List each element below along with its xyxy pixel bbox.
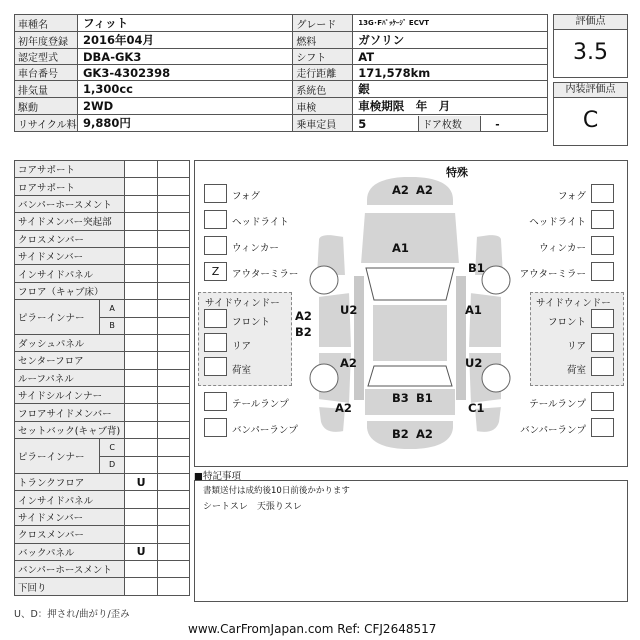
code-right-rear-fender: C1 xyxy=(468,401,485,415)
left-sw-cargo-label: 荷室 xyxy=(232,365,252,376)
code-left-front-fender: A2 xyxy=(295,309,312,323)
frame-label: クロスメンバー xyxy=(15,526,125,543)
info-value: 車検期限 年 月 xyxy=(353,98,548,115)
frame-row xyxy=(15,439,190,456)
frame-empty-cell xyxy=(157,404,189,421)
frame-empty-cell xyxy=(157,178,189,195)
right-rear-wheel-shape xyxy=(482,364,510,392)
info-row xyxy=(15,81,548,98)
info-label: 初年度登録 xyxy=(15,32,78,49)
code-right-front-door: A1 xyxy=(465,303,482,317)
info-value: ガソリン xyxy=(353,32,548,49)
frame-mark-cell xyxy=(125,178,157,195)
right-winker-checkbox xyxy=(591,236,614,255)
left-winker-checkbox xyxy=(204,236,227,255)
frame-row xyxy=(15,230,190,247)
frame-label: フロアサイドメンバー xyxy=(15,404,125,421)
frame-mark-cell xyxy=(125,352,157,369)
right-winker-label: ウィンカー xyxy=(539,243,586,254)
seat-capacity-value: 5 xyxy=(358,116,367,131)
info-value: AT xyxy=(353,49,548,65)
info-label: シフト xyxy=(293,49,353,65)
frame-label: センターフロア xyxy=(15,352,125,369)
frame-label: サイドメンバー突起部 xyxy=(15,213,125,230)
frame-mark-cell xyxy=(125,578,157,595)
frame-mark-cell xyxy=(125,195,157,212)
info-label: 認定型式 xyxy=(15,49,78,65)
rear-gate-shape xyxy=(364,388,456,416)
info-label: 駆動 xyxy=(15,98,78,115)
rear-bumper-shape xyxy=(366,420,454,450)
frame-sub-label: C xyxy=(99,439,125,456)
right-front-wheel-shape xyxy=(482,266,510,294)
notes-line-1: 書類送付は成約後10日前後かかります xyxy=(203,486,350,496)
right-side-window-title: サイドウィンドー xyxy=(536,298,611,309)
right-tail-checkbox xyxy=(591,392,614,411)
left-front-wheel-shape xyxy=(310,266,338,294)
notes-box xyxy=(194,480,628,602)
frame-row xyxy=(15,421,190,438)
right-mirror-checkbox xyxy=(591,262,614,281)
frame-label: インサイドパネル xyxy=(15,265,125,282)
frame-empty-cell xyxy=(157,161,189,178)
info-label: 乗車定員 xyxy=(293,115,353,132)
frame-label: 下回り xyxy=(15,578,125,595)
frame-mark-cell xyxy=(125,421,157,438)
info-value: 2WD xyxy=(77,98,292,115)
left-fog-label: フォグ xyxy=(232,191,261,202)
left-mirror-label: アウターミラー xyxy=(232,269,299,280)
frame-empty-cell xyxy=(157,230,189,247)
frame-row xyxy=(15,352,190,369)
frame-label: インサイドパネル xyxy=(15,491,125,508)
frame-mark-cell xyxy=(157,439,189,456)
frame-label: ダッシュパネル xyxy=(15,334,125,351)
frame-legend: U、D：押され/曲がり/歪み xyxy=(14,609,130,620)
frame-mark-cell xyxy=(125,387,157,404)
frame-sub-label: B xyxy=(99,317,125,334)
info-row xyxy=(15,65,548,81)
info-row xyxy=(15,115,548,132)
notes-line-2: シートスレ 天張りスレ xyxy=(203,502,302,512)
frame-mark-cell xyxy=(125,282,157,299)
frame-row xyxy=(15,161,190,178)
left-rear-wheel-shape xyxy=(310,364,338,392)
frame-label: フロア（キャブ床） xyxy=(15,282,125,299)
frame-empty-cell xyxy=(157,491,189,508)
info-row xyxy=(15,98,548,115)
right-pillar-shape xyxy=(456,276,466,400)
frame-mark-cell xyxy=(125,508,157,525)
info-value: 2016年04月 xyxy=(77,32,292,49)
frame-empty-cell xyxy=(157,560,189,577)
info-label: 車台番号 xyxy=(15,65,78,81)
vehicle-info-table xyxy=(14,14,548,132)
info-value: 1,300cc xyxy=(77,81,292,98)
right-sw-cargo-checkbox xyxy=(591,357,614,376)
frame-mark-cell xyxy=(125,161,157,178)
frame-empty-cell xyxy=(157,265,189,282)
frame-label: トランクフロア xyxy=(15,474,125,491)
frame-mark-cell xyxy=(125,247,157,264)
interior-label: 内装評価点 xyxy=(554,83,627,98)
frame-empty-cell xyxy=(157,526,189,543)
frame-row xyxy=(15,334,190,351)
frame-label: バンパーホースメント xyxy=(15,195,125,212)
right-headlight-label: ヘッドライト xyxy=(529,217,586,228)
left-side-window-title: サイドウィンドー xyxy=(205,298,280,309)
info-label: 系統色 xyxy=(293,81,353,98)
frame-empty-cell xyxy=(157,282,189,299)
seat-door-cell xyxy=(353,115,548,132)
frame-mark-cell xyxy=(125,265,157,282)
frame-mark-cell xyxy=(125,334,157,351)
frame-empty-cell xyxy=(157,474,189,491)
info-value: 銀 xyxy=(353,81,548,98)
info-label: 燃料 xyxy=(293,32,353,49)
info-value: 9,880円 xyxy=(77,115,292,132)
frame-mark-cell: U xyxy=(125,543,157,560)
right-sw-front-checkbox xyxy=(591,309,614,328)
rear-glass-shape xyxy=(368,366,452,386)
frame-mark-cell xyxy=(125,560,157,577)
code-right-front-fender: B1 xyxy=(468,261,485,275)
left-bumperlamp-checkbox xyxy=(204,418,227,437)
frame-empty-cell xyxy=(157,369,189,386)
right-front-door-shape xyxy=(468,292,502,348)
frame-row xyxy=(15,491,190,508)
frame-row xyxy=(15,369,190,386)
code-right-rear-door: U2 xyxy=(465,356,483,370)
left-bumperlamp-label: バンパーランプ xyxy=(232,425,298,436)
frame-mark-cell xyxy=(157,317,189,334)
info-label: 排気量 xyxy=(15,81,78,98)
code-hood: A1 xyxy=(392,241,409,255)
frame-label: コアサポート xyxy=(15,161,125,178)
info-value: フィット xyxy=(77,15,292,32)
code-left-rear-fender: A2 xyxy=(335,401,352,415)
frame-mark-cell xyxy=(125,404,157,421)
code-rear-gate-right: B1 xyxy=(416,391,433,405)
frame-empty-cell xyxy=(157,387,189,404)
frame-empty-cell xyxy=(157,334,189,351)
code-left-front-fender-2: B2 xyxy=(295,325,312,339)
right-sw-rear-label: リア xyxy=(566,341,586,352)
info-value: 13G･Fﾊﾟｯｹｰｼﾞ ECVT xyxy=(353,15,548,32)
info-value: GK3-4302398 xyxy=(77,65,292,81)
frame-mark-cell xyxy=(125,439,157,456)
frame-mark-cell xyxy=(125,317,157,334)
frame-label: サイドシルインナー xyxy=(15,387,125,404)
left-pillar-shape xyxy=(354,276,364,400)
info-row xyxy=(15,49,548,65)
code-rear-bumper-right: A2 xyxy=(416,427,433,441)
frame-mark-cell xyxy=(125,491,157,508)
frame-row xyxy=(15,178,190,195)
footer-watermark: www.CarFromJapan.com Ref: CFJ2648517 xyxy=(188,622,437,636)
left-sw-front-checkbox xyxy=(204,309,227,328)
left-tail-checkbox xyxy=(204,392,227,411)
info-value: 171,578km xyxy=(353,65,548,81)
left-sw-front-label: フロント xyxy=(232,317,271,328)
info-label: リサイクル料 xyxy=(15,115,78,132)
left-mirror-checkbox: Z xyxy=(204,262,227,281)
right-sw-cargo-label: 荷室 xyxy=(566,365,586,376)
notes-title: ■特記事項 xyxy=(194,471,241,482)
frame-mark-cell xyxy=(125,369,157,386)
frame-label: ルーフパネル xyxy=(15,369,125,386)
frame-row xyxy=(15,560,190,577)
info-label: グレード xyxy=(293,15,353,32)
frame-label: バンパーホースメント xyxy=(15,560,125,577)
windshield-shape xyxy=(366,268,454,300)
diagram-title: 特殊 xyxy=(446,166,468,179)
frame-empty-cell xyxy=(157,247,189,264)
frame-row xyxy=(15,247,190,264)
frame-row xyxy=(15,474,190,491)
frame-row xyxy=(15,543,190,560)
frame-sub-label: D xyxy=(99,456,125,473)
frame-row xyxy=(15,526,190,543)
frame-mark-cell xyxy=(125,300,157,317)
frame-empty-cell xyxy=(157,213,189,230)
frame-label: ピラーインナー xyxy=(15,300,100,335)
score-box xyxy=(553,14,628,78)
frame-label: クロスメンバー xyxy=(15,230,125,247)
frame-row xyxy=(15,578,190,595)
frame-mark-cell xyxy=(125,456,157,473)
frame-row xyxy=(15,387,190,404)
frame-mark-cell xyxy=(157,456,189,473)
frame-row xyxy=(15,404,190,421)
right-sw-rear-checkbox xyxy=(591,333,614,352)
right-bumperlamp-checkbox xyxy=(591,418,614,437)
frame-empty-cell xyxy=(157,421,189,438)
score-value: 3.5 xyxy=(573,40,608,65)
door-count-label: ドア枚数 xyxy=(418,116,481,131)
left-sw-rear-label: リア xyxy=(232,341,252,352)
frame-label: サイドメンバー xyxy=(15,247,125,264)
frame-mark-cell: U xyxy=(125,474,157,491)
left-fog-checkbox xyxy=(204,184,227,203)
frame-mark-cell xyxy=(157,300,189,317)
frame-mark-cell xyxy=(125,526,157,543)
frame-label: バックパネル xyxy=(15,543,125,560)
frame-row xyxy=(15,282,190,299)
right-fog-checkbox xyxy=(591,184,614,203)
info-row xyxy=(15,15,548,32)
hood-shape xyxy=(360,212,460,264)
frame-row xyxy=(15,508,190,525)
right-sw-front-label: フロント xyxy=(547,317,586,328)
right-tail-label: テールランプ xyxy=(529,399,586,410)
info-row xyxy=(15,32,548,49)
frame-label: セットバック(キャブ背) xyxy=(15,421,125,438)
frame-check-table xyxy=(14,160,190,596)
right-bumperlamp-label: バンパーランプ xyxy=(520,425,586,436)
frame-row xyxy=(15,195,190,212)
left-headlight-label: ヘッドライト xyxy=(232,217,289,228)
frame-row xyxy=(15,265,190,282)
frame-empty-cell xyxy=(157,543,189,560)
frame-sub-label: A xyxy=(99,300,125,317)
door-count-value: - xyxy=(495,118,500,131)
left-front-door-shape xyxy=(318,292,352,348)
frame-empty-cell xyxy=(157,508,189,525)
interior-value: C xyxy=(582,108,599,133)
code-left-front-door: U2 xyxy=(340,303,358,317)
code-front-bumper-left: A2 xyxy=(392,183,409,197)
left-headlight-checkbox xyxy=(204,210,227,229)
code-rear-gate-left: B3 xyxy=(392,391,409,405)
frame-label: ピラーインナー xyxy=(15,439,100,474)
roof-shape xyxy=(372,304,448,362)
frame-empty-cell xyxy=(157,195,189,212)
info-label: 車検 xyxy=(293,98,353,115)
frame-label: ロアサポート xyxy=(15,178,125,195)
frame-row xyxy=(15,213,190,230)
left-sw-cargo-checkbox xyxy=(204,357,227,376)
frame-empty-cell xyxy=(157,578,189,595)
frame-label: サイドメンバー xyxy=(15,508,125,525)
frame-mark-cell xyxy=(125,230,157,247)
right-mirror-label: アウターミラー xyxy=(519,269,586,280)
interior-score-box xyxy=(553,82,628,146)
right-headlight-checkbox xyxy=(591,210,614,229)
code-rear-bumper-left: B2 xyxy=(392,427,409,441)
frame-row xyxy=(15,300,190,317)
front-bumper-shape xyxy=(366,176,454,206)
code-front-bumper-right: A2 xyxy=(416,183,433,197)
info-label: 車種名 xyxy=(15,15,78,32)
left-tail-label: テールランプ xyxy=(232,399,289,410)
left-winker-label: ウィンカー xyxy=(232,243,279,254)
frame-mark-cell xyxy=(125,213,157,230)
code-left-rear-door: A2 xyxy=(340,356,357,370)
right-fog-label: フォグ xyxy=(557,191,586,202)
frame-empty-cell xyxy=(157,352,189,369)
info-label: 走行距離 xyxy=(293,65,353,81)
left-sw-rear-checkbox xyxy=(204,333,227,352)
score-label: 評価点 xyxy=(554,15,627,30)
info-value: DBA-GK3 xyxy=(77,49,292,65)
